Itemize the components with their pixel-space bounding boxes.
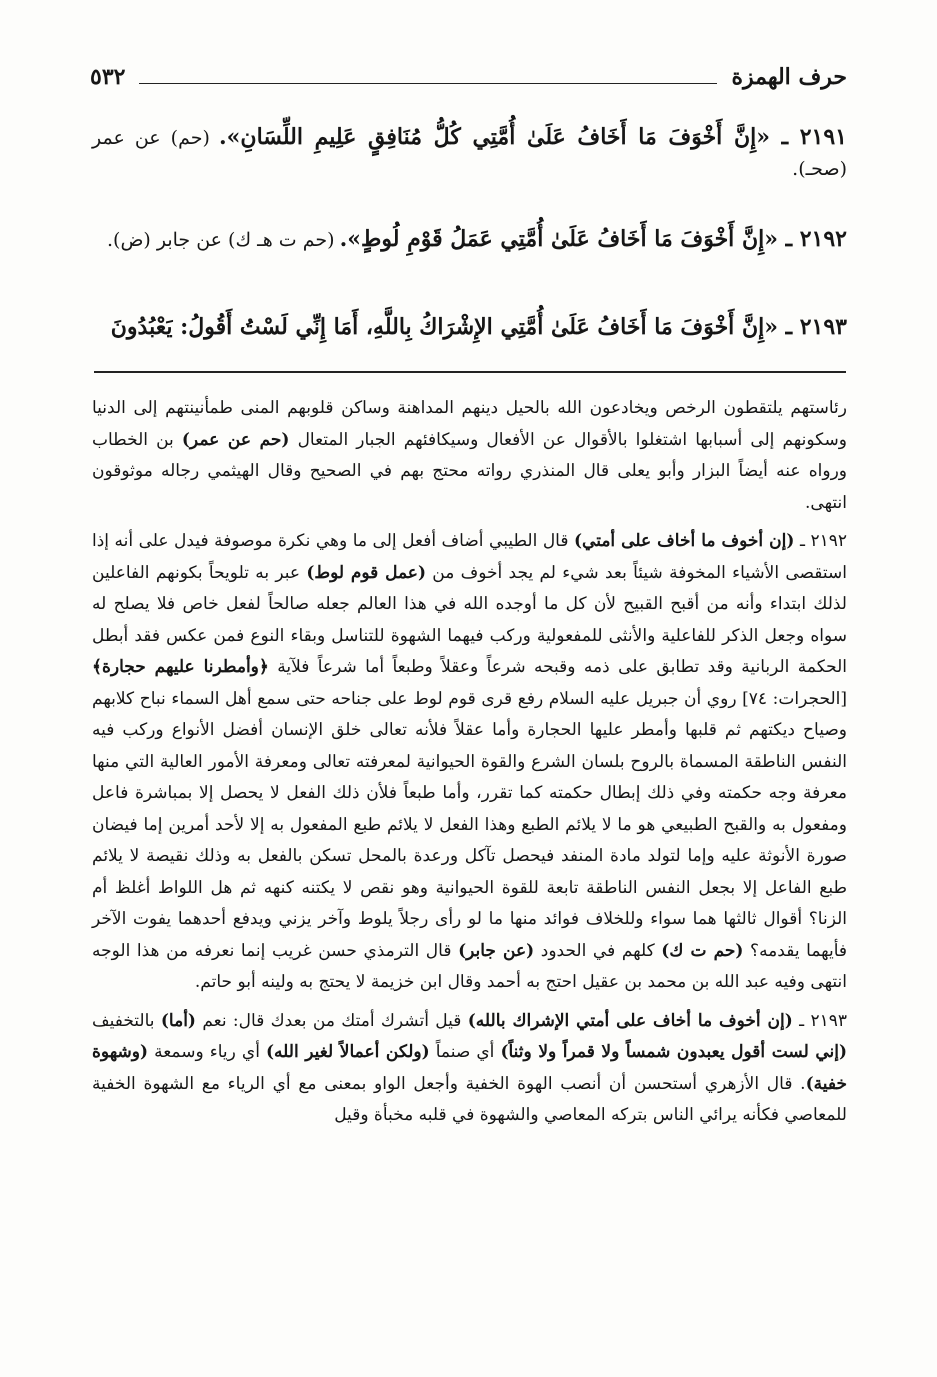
commentary-number: ٢١٩٣ ـ	[792, 1010, 847, 1031]
commentary-text: قيل أتشرك أمتك من بعدك قال: نعم	[195, 1010, 468, 1031]
hadith-2193	[92, 310, 847, 344]
commentary-text: بن الخطاب ورواه عنه أيضاً البزار وأبو يعلى قال المنذري رواته محتج بهم في الصحيح وقال الهيثمي رجاله موثوقون انتهى.	[92, 429, 847, 513]
commentary-text: كلهم في الحدود	[534, 940, 662, 961]
hadith-text: ٢١٩١ ـ «إِنَّ أَخْوَفَ مَا أَخَافُ عَلَىٰ أُمَّتِي كُلُّ مُنَافِقٍ عَلِيمِ اللِّسَانِ».	[219, 124, 847, 150]
header-rule	[139, 83, 717, 84]
commentary-quote: (عمل قوم لوط)	[306, 562, 426, 583]
commentary-source: (حم ت ك)	[661, 940, 744, 961]
hadith-2191	[92, 120, 847, 184]
commentary-source: (عن جابر)	[458, 940, 535, 961]
commentary-quote: (إن أخوف ما أخاف على أمتي)	[573, 531, 795, 551]
hadith-text: ٢١٩٢ ـ «إِنَّ أَخْوَفَ مَا أَخَافُ عَلَىٰ أُمَّتِي عَمَلُ قَوْمِ لُوطٍ».	[339, 226, 847, 252]
commentary-quote: (إن أخوف ما أخاف على أمتي الإشراك بالله)	[467, 1010, 793, 1031]
hadith-text: ٢١٩٣ ـ «إِنَّ أَخْوَفَ مَا أَخَافُ عَلَىٰ أُمَّتِي الإِشْرَاكُ بِاللَّهِ، أَمَا إِنِّي لَسْتُ أَقُولُ: يَعْبُدُونَ	[110, 314, 847, 340]
commentary-quote: (ولكن أعمالاً لغير الله)	[266, 1042, 430, 1062]
commentary-quote: (أما)	[160, 1010, 196, 1031]
hadith-source: (حم) عن عمر (صحـ).	[92, 127, 847, 180]
commentary-verse: ﴿وأمطرنا عليهم حجارة﴾	[92, 657, 269, 677]
commentary-paragraph	[92, 1006, 847, 1132]
running-header	[90, 56, 847, 92]
commentary-text: قال الترمذي حسن غريب إنما نعرفه من هذا الوجه انتهى وفيه عبد الله بن محمد بن عقيل احتج به أحمد وقال ابن خزيمة لا يحتج به ولينه أبو حاتم.	[92, 940, 847, 992]
commentary-number: ٢١٩٢ ـ	[794, 531, 847, 551]
commentary-text: قال الطيبي أضاف أفعل إلى ما وهي نكرة موصوفة فيدل على أنه إذا استقصى الأشياء المخوفة شيئاً بعد شيء لم يجد أخوف من	[92, 531, 847, 583]
commentary-text: بالتخفيف	[92, 1010, 161, 1031]
commentary-text: أي رياء وسمعة	[148, 1042, 267, 1062]
commentary-paragraph	[92, 393, 847, 519]
commentary-paragraph	[92, 526, 847, 999]
commentary-text: عبر به تلويحاً بكونهم الفاعلين لذلك ابتداء وأنه من أقبح القبيح لأن كل ما أوجده الله في هذا العالم جعله صالحاً لفعل خاص فلا يصلح له سواه وجعل الذكر للفاعلية والأنثى للمفعولية وركب فيهما الشهوة للتناسل وبقاء النوع فمن عكس فقد أبطل الحكمة الربانية وقد تطابق على ذمه وقبحه شرعاً وعقلاً وطبعاً أما شرعاً فلآية	[92, 562, 847, 677]
commentary-text: [الحجرات: ٧٤] روي أن جبريل عليه السلام رفع قرى قوم لوط على جناحه حتى سمع أهل السماء نباح كلابهم وصياح ديكتهم ثم قلبها وأمطر عليها الحجارة وأما عقلاً فلأنه تعالى خلق الإنسان أفضل الأنواع وركب فيه النفس الناطقة المسماة بالروح بلسان الشرع والقوة الحيوانية لمعرفته تعالى ومعرفة الأمور العالية التي منها معرفة وجه حكمته وفي ذلك إبطال حكمته كما تقرر، وأما طبعاً فلأن ذلك الفعل لا يحصل إلا بمباشرة فاعل ومفعول به والقبح الطبيعي هو ما لا يلائم الطبع وهذا الفعل لا يلائم طبع المفعول به إلا لأحد أمرين إما فيضان صورة الأنوثة عليه وإما لتولد مادة المنفد فيحصل تآكل ورعدة بالمحل تسكن بالفعل به وذلك نقيصة لا يلائم طبع الفاعل إلا بجعل النفس الناطقة تابعة للقوة الحيوانية وهو نقص لا يكتنه كنهه ثم هل اللواط أغلظ أم الزنا؟ أقوال ثالثها هما سواء وللخلاف فوائد منها ما لو رأى رجلاً يلوط وآخر يزني ويدفع أحدهما يفوت الآخر فأيهما يقدمه؟	[92, 688, 848, 961]
commentary-quote: (وشهوة خفية)	[92, 1042, 847, 1094]
page-number: ٥٣٢	[90, 64, 126, 90]
commentary-source: (حم عن عمر)	[181, 429, 290, 450]
commentary-text: أي صنماً	[429, 1042, 501, 1062]
commentary	[92, 393, 847, 1132]
section-title: حرف الهمزة	[731, 64, 847, 90]
commentary-text: رئاستهم يلتقطون الرخص ويخادعون الله بالحيل دينهم المداهنة وساكن قلوبهم المنى طمأنينتهم إلى الدنيا وسكونهم إلى أسبابها اشتغلوا بالأقوال عن الأفعال وسيكافئهم الجبار المتعال	[92, 398, 847, 450]
section-divider	[94, 371, 846, 373]
hadith-source: (حم ت هـ ك) عن جابر (ض).	[107, 229, 335, 251]
commentary-text: . قال الأزهري أستحسن أن أنصب الهوة الخفية وأجعل الواو بمعنى مع أي الرياء مع الشهوة الخفية للمعاصي فكأنه يرائي الناس بتركه المعاصي والشهوة في قلبه مخبأة وقيل	[92, 1073, 847, 1125]
commentary-quote: (إني لست أقول يعبدون شمساً ولا قمراً ولا وثناً)	[500, 1042, 847, 1062]
hadith-2192	[92, 222, 847, 256]
